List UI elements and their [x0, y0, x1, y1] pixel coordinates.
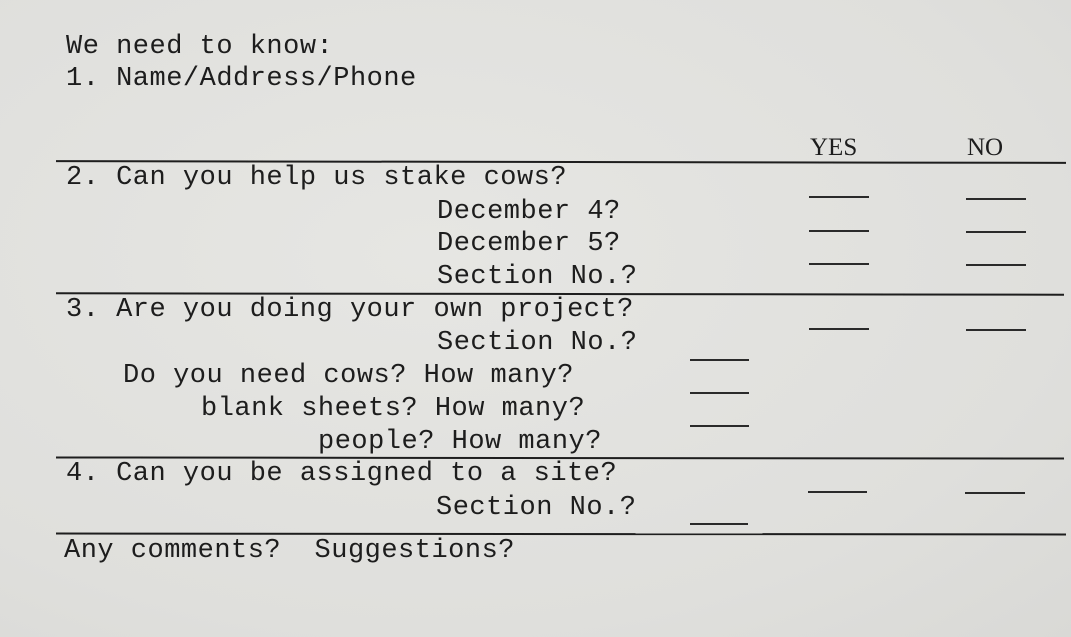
q2-no-blank[interactable]: [966, 198, 1026, 200]
intro-text: We need to know:: [66, 32, 334, 62]
question-2-line-2: December 5?: [437, 229, 621, 259]
question-4-section: Section No.?: [436, 493, 637, 523]
yes-column-header: YES: [810, 134, 858, 161]
q4-yes-blank[interactable]: [808, 491, 867, 493]
question-4: 4. Can you be assigned to a site?: [66, 459, 618, 489]
question-2: 2. Can you help us stake cows?: [66, 163, 568, 193]
question-2-line-1: December 4?: [437, 197, 621, 227]
q3-section-blank[interactable]: [690, 359, 749, 361]
comments-prompt: Any comments? Suggestions?: [64, 536, 515, 566]
q4-no-blank[interactable]: [965, 492, 1025, 494]
question-3-cows: Do you need cows? How many?: [123, 361, 574, 391]
q3-no-blank[interactable]: [966, 329, 1026, 331]
q2-dec4-yes-blank[interactable]: [809, 230, 869, 232]
q3-yes-blank[interactable]: [809, 328, 869, 330]
no-column-header: NO: [967, 134, 1004, 161]
question-3: 3. Are you doing your own project?: [66, 295, 634, 325]
question-3-sheets: blank sheets? How many?: [201, 394, 586, 424]
q2-dec5-no-blank[interactable]: [966, 264, 1026, 266]
question-1: 1. Name/Address/Phone: [66, 64, 417, 94]
question-3-people: people? How many?: [318, 427, 602, 457]
question-3-section: Section No.?: [437, 328, 638, 358]
q4-section-blank[interactable]: [690, 523, 748, 525]
q2-dec4-no-blank[interactable]: [966, 231, 1026, 233]
q3-sheets-blank[interactable]: [690, 425, 749, 427]
q2-yes-blank[interactable]: [809, 196, 869, 198]
q3-cows-blank[interactable]: [690, 392, 749, 394]
question-2-line-3: Section No.?: [437, 262, 638, 292]
divider: [56, 533, 1066, 536]
q2-dec5-yes-blank[interactable]: [809, 263, 869, 265]
